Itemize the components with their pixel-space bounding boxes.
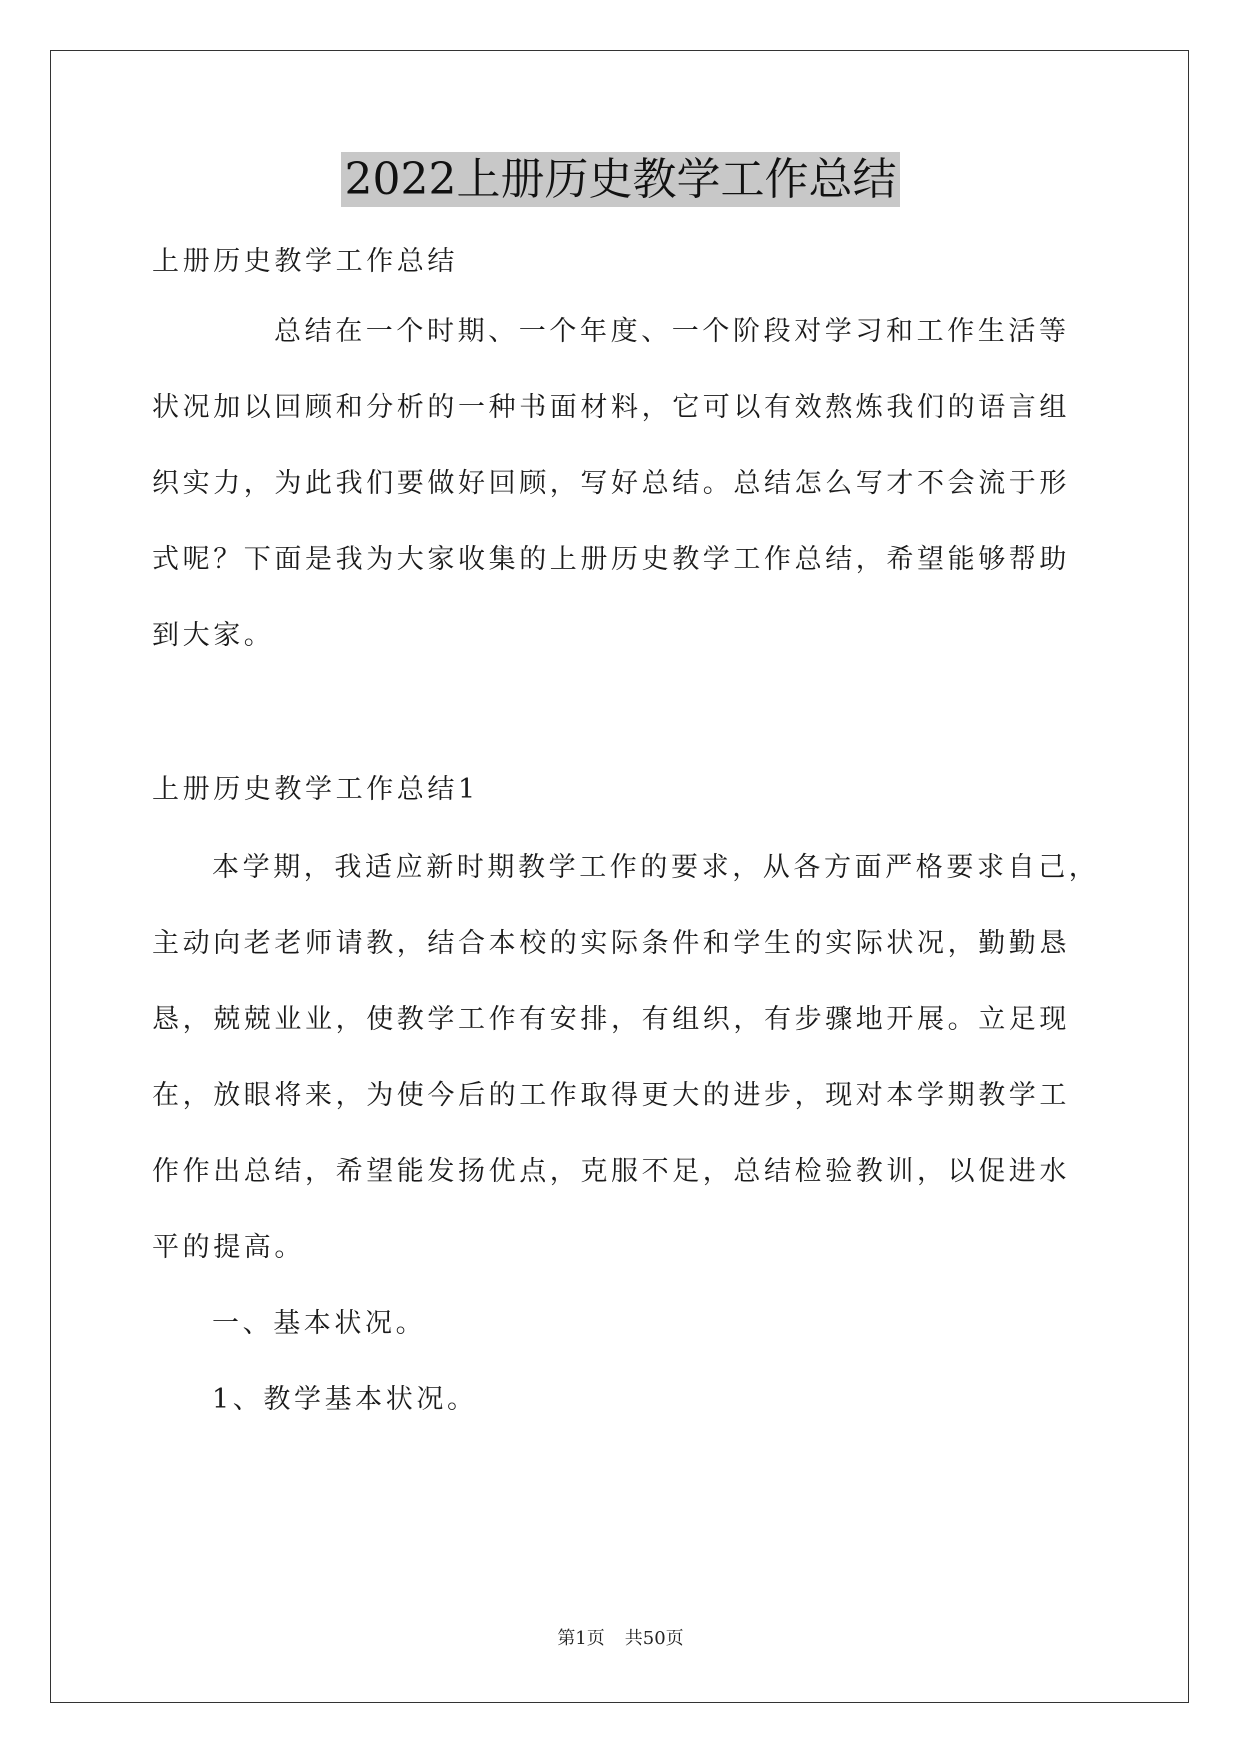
subsection-heading: 1、教学基本状况。 <box>212 1384 478 1415</box>
paragraph-line: 状况加以回顾和分析的一种书面材料，它可以有效熬炼我们的语言组 <box>152 392 1070 423</box>
document-title-text: 2022上册历史教学工作总结 <box>341 152 901 207</box>
subsection-heading: 一、基本状况。 <box>212 1308 427 1339</box>
paragraph-line: 恳，兢兢业业，使教学工作有安排，有组织，有步骤地开展。立足现 <box>152 1004 1070 1035</box>
subtitle-line: 上册历史教学工作总结 <box>152 246 458 277</box>
paragraph-line: 本学期，我适应新时期教学工作的要求，从各方面严格要求自己， <box>212 852 1100 883</box>
page-total: 共50页 <box>624 1628 684 1649</box>
paragraph-line: 总结在一个时期、一个年度、一个阶段对学习和工作生活等 <box>274 316 1070 347</box>
paragraph-line: 到大家。 <box>152 620 275 651</box>
paragraph-line: 作作出总结，希望能发扬优点，克服不足，总结检验教训，以促进水 <box>152 1156 1070 1187</box>
page-number: 第1页 <box>557 1628 605 1649</box>
section-heading: 上册历史教学工作总结1 <box>152 774 479 805</box>
document-title <box>0 150 1241 210</box>
paragraph-line: 主动向老老师请教，结合本校的实际条件和学生的实际状况，勤勤恳 <box>152 928 1070 959</box>
paragraph-line: 平的提高。 <box>152 1232 305 1263</box>
paragraph-line: 式呢？下面是我为大家收集的上册历史教学工作总结，希望能够帮助 <box>152 544 1070 575</box>
page-footer <box>0 1624 1241 1650</box>
paragraph-line: 织实力，为此我们要做好回顾，写好总结。总结怎么写才不会流于形 <box>152 468 1070 499</box>
paragraph-line: 在，放眼将来，为使今后的工作取得更大的进步，现对本学期教学工 <box>152 1080 1070 1111</box>
